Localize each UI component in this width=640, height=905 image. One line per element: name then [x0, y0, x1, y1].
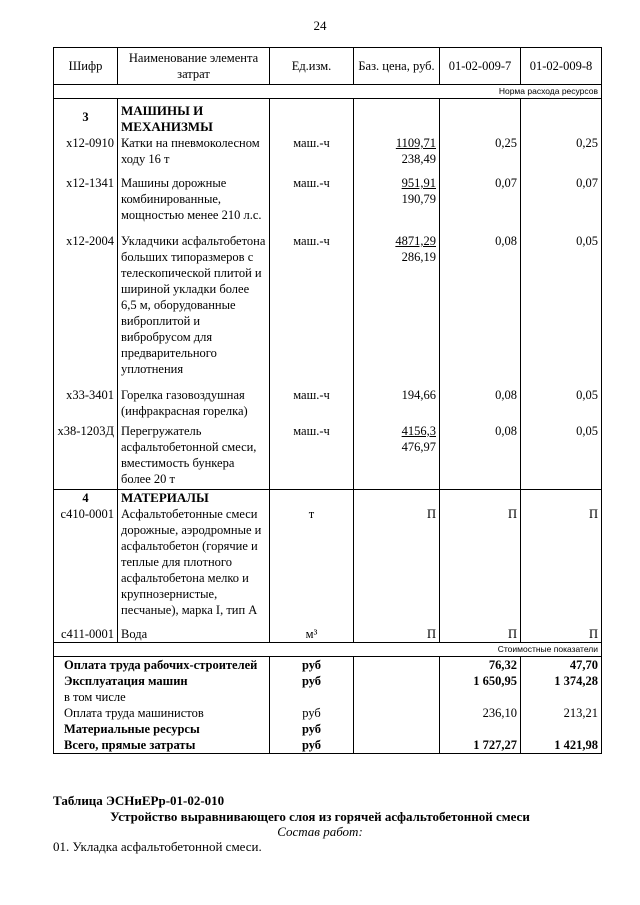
summary-row: Эксплуатация машин руб 1 650,95 1 374,28	[54, 673, 602, 689]
table-title: Таблица ЭСНиЕРр-01-02-010	[53, 793, 225, 808]
section-number: 4	[54, 489, 118, 506]
summary-row: Всего, прямые затраты руб 1 727,27 1 421,98	[54, 737, 602, 754]
section-title: МАШИНЫ И МЕХАНИЗМЫ	[118, 99, 270, 136]
col-unit: Ед.изм.	[270, 48, 354, 85]
col-009-7: 01-02-009-7	[440, 48, 521, 85]
norm-caption: Норма расхода ресурсов	[54, 85, 602, 99]
table-row: х33-3401 Горелка газовоздушная (инфракрасная горелка) маш.-ч 194,66 0,08 0,05	[54, 387, 602, 423]
col-name: Наименование элемента затрат	[118, 48, 270, 85]
summary-row: Оплата труда рабочих-строителей руб 76,32 47,70	[54, 656, 602, 673]
col-009-8: 01-02-009-8	[521, 48, 602, 85]
resource-table	[53, 47, 602, 754]
section-machines	[54, 99, 602, 136]
col-price: Баз. цена, руб.	[354, 48, 440, 85]
col-code: Шифр	[54, 48, 118, 85]
works-caption: Состав работ:	[277, 824, 363, 839]
table-row: с411-0001 Вода м³ П П П	[54, 626, 602, 643]
section-number: 3	[54, 99, 118, 136]
summary-row: Оплата труда машинистов руб 236,10 213,21	[54, 705, 602, 721]
section-materials	[54, 489, 602, 506]
table-row: х12-0910 Катки на пневмоколесном ходу 16 т маш.-ч 1109,71 238,49 0,25 0,25	[54, 135, 602, 175]
table-row: с410-0001 Асфальтобетонные смеси дорожные, аэродромные и асфальтобетон (горячие и теплые для плотного асфальтобетона мелко и крупнозернистые, песчаные), марка I, тип А т П П П	[54, 506, 602, 626]
table-subtitle: Устройство выравнивающего слоя из горячей асфальтобетонной смеси	[110, 809, 530, 824]
summary-row: в том числе	[54, 689, 602, 705]
page-number: 24	[313, 18, 327, 33]
work-item: 01. Укладка асфальтобетонной смеси.	[53, 839, 262, 854]
cost-caption: Стоимостные показатели	[54, 642, 602, 656]
section-title: МАТЕРИАЛЫ	[118, 489, 270, 506]
table-row: х12-1341 Машины дорожные комбинированные, мощностью менее 210 л.с. маш.-ч 951,91 190,79 0,07 0,07	[54, 175, 602, 233]
header-row	[54, 48, 602, 85]
table-row: х38-1203Д Перегружатель асфальтобетонной смеси, вместимость бункера более 20 т маш.-ч 4156,3 476,97 0,08 0,05	[54, 423, 602, 489]
summary-row: Материальные ресурсы руб	[54, 721, 602, 737]
table-row: х12-2004 Укладчики асфальтобетона больших типоразмеров с телескопической плитой и шириной укладки более 6,5 м, оборудованные виброплитой и вибробрусом для предварительного уплотнения маш.-ч 4871,29 286,19 0,08 0,05	[54, 233, 602, 387]
